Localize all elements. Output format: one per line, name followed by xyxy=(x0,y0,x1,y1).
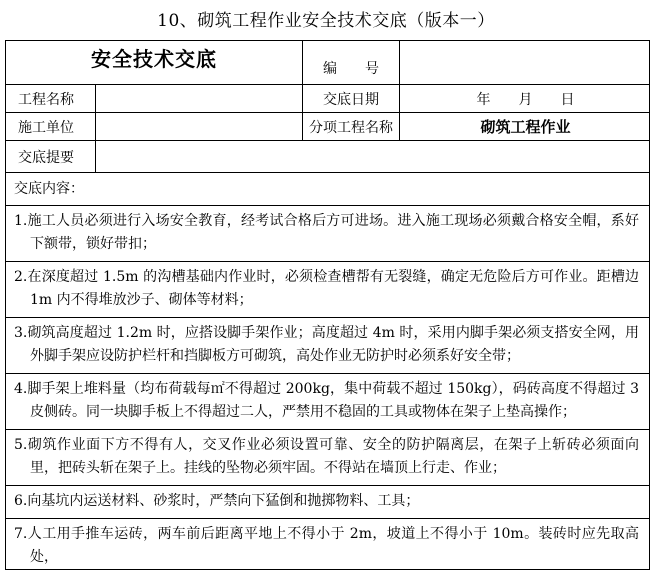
number-label: 编 号 xyxy=(303,41,400,84)
list-item: 2.在深度超过 1.5m 的沟槽基础内作业时，必须检查槽帮有无裂缝，确定无危险后方可作业。距槽边 1m 内不得堆放沙子、砌体等材料； xyxy=(6,261,649,317)
construction-unit-value[interactable] xyxy=(96,113,303,140)
summary-value[interactable] xyxy=(96,141,651,172)
document-title: 10、砌筑工程作业安全技术交底（版本一） xyxy=(157,11,495,31)
main-heading: 安全技术交底 xyxy=(6,41,303,84)
list-item: 4.脚手架上堆料量（均布荷载每㎡不得超过 200kg，集中荷载不超过 150kg），码砖高度不得超过 3 皮侧砖。同一块脚手板上不得超过二人，严禁用不稳固的工具或物体在架子上垫高操作； xyxy=(6,373,649,429)
number-value[interactable] xyxy=(400,41,651,84)
summary-label: 交底提要 xyxy=(6,141,96,172)
header-row-unit xyxy=(6,113,649,141)
construction-unit-label: 施工单位 xyxy=(6,113,96,140)
header-row-heading xyxy=(6,41,649,85)
project-name-value[interactable] xyxy=(96,85,303,112)
content-label: 交底内容： xyxy=(14,181,84,197)
header-row-project xyxy=(6,85,649,113)
list-item: 1.施工人员必须进行入场安全教育，经考试合格后方可进场。进入施工现场必须戴合格安全帽，系好下额带，锁好带扣； xyxy=(6,205,649,261)
date-value[interactable]: 年 月 日 xyxy=(476,91,575,108)
date-label: 交底日期 xyxy=(303,85,400,112)
list-item: 6.向基坑内运送材料、砂浆时，严禁向下猛倒和抛掷物料、工具； xyxy=(6,485,649,518)
list-item: 5.砌筑作业面下方不得有人，交叉作业必须设置可靠、安全的防护隔离层，在架子上斩砖必须面向里，把砖头斩在架子上。挂线的坠物必须牢固。不得站在墙顶上行走、作业； xyxy=(6,429,649,485)
list-item: 3.砌筑高度超过 1.2m 时，应搭设脚手架作业；高度超过 4m 时，采用内脚手架必须支搭安全网，用外脚手架应设防护栏杆和挡脚板方可砌筑，高处作业无防护时必须系好安全带； xyxy=(6,317,649,373)
disclosure-form xyxy=(5,40,650,570)
sub-project-label: 分项工程名称 xyxy=(303,113,400,140)
list-item: 7.人工用手推车运砖，两车前后距离平地上不得小于 2m，坡道上不得小于 10m。装砖时应先取高处， xyxy=(6,518,649,574)
disclosure-content xyxy=(6,173,649,574)
sub-project-value[interactable]: 砌筑工程作业 xyxy=(480,118,571,136)
header-row-summary xyxy=(6,141,649,173)
project-name-label: 工程名称 xyxy=(6,85,96,112)
